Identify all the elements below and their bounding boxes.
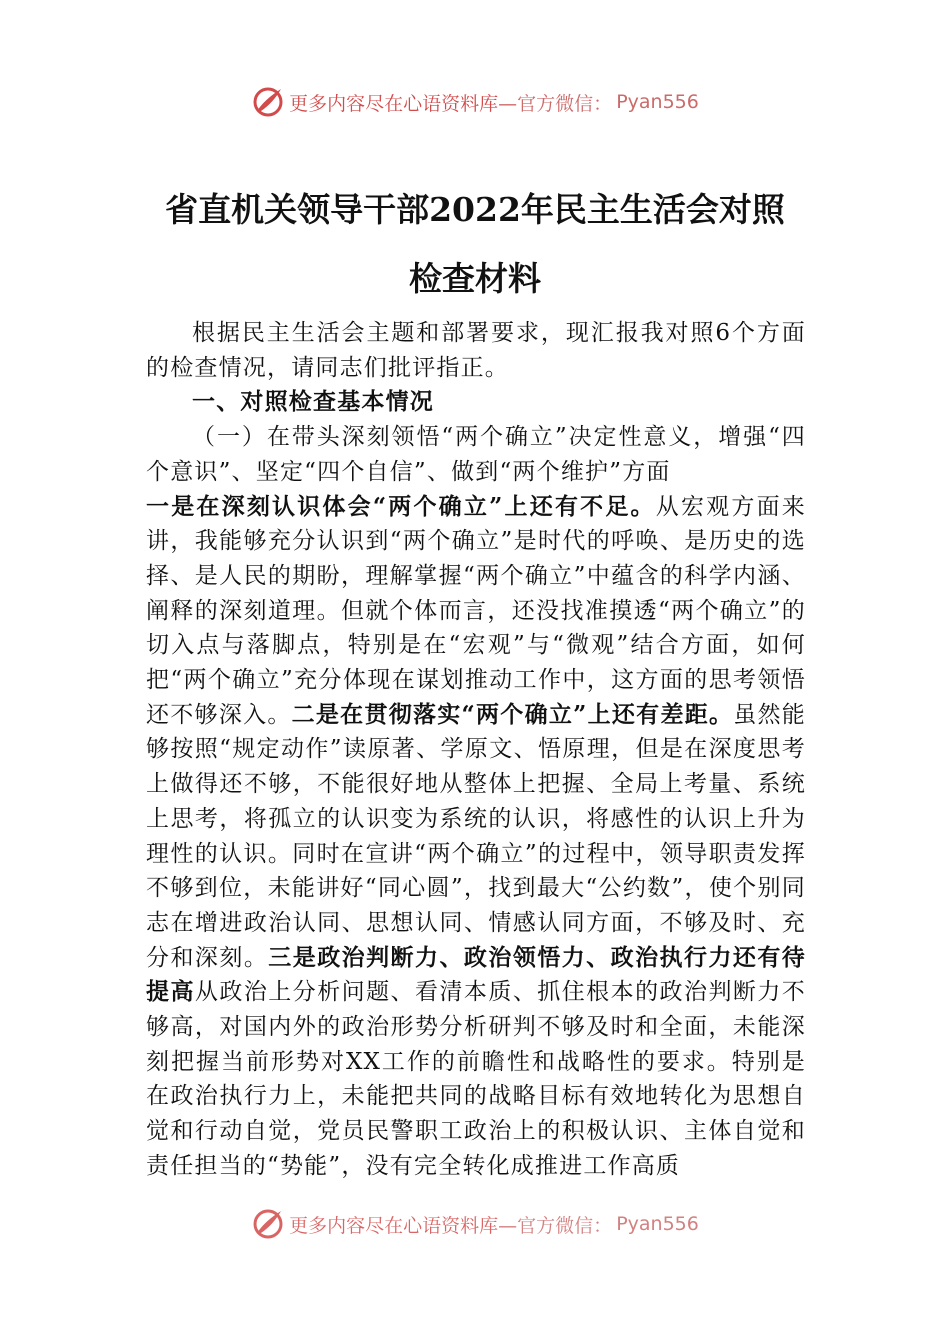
watermark-footer: [0, 1204, 950, 1244]
point3-text: 从政治上分析问题、看清本质、抓住根本的政治判断力不够高，对国内外的政治形势分析研判不够及时和全面，未能深刻把握当前形势对XX工作的前瞻性和战略性的要求。特别是在政治执行力上，未能把共同的战略目标有效地转化为思想自觉和行动自觉，党员民警职工政治上的积极认识、主体自觉和责任担当的“势能”，没有完全转化成推进工作高质: [146, 979, 807, 1179]
point1-text: 从宏观方面来讲，我能够充分认识到“两个确立”是时代的呼唤、是历史的选择、是人民的期盼，理解掌握“两个确立”中蕴含的科学内涵、阐释的深刻道理。但就个体而言，还没找准摸透“两个确立”的切入点与落脚点，特别是在“宏观”与“微观”结合方面，如何把“两个确立”充分体现在谋划推动工作中，这方面的思考领悟还不够深入。: [146, 493, 806, 728]
document-title-line2: 检查材料: [409, 259, 541, 298]
quill-logo-icon: [251, 1207, 285, 1241]
subsection-heading: （一）在带头深刻领悟“两个确立”决定性意义，增强“四个意识”、坚定“四个自信”、做到“两个维护”方面: [146, 424, 806, 485]
document-body: [146, 316, 806, 1184]
document-title-line1: 省直机关领导干部2022年民主生活会对照: [165, 190, 785, 229]
watermark-main-text: 更多内容尽在心语资料库: [289, 92, 499, 115]
point3-heading: 三是政治判断力、政治领悟力、政治执行力还有待提高: [146, 943, 807, 1006]
findings-paragraph: [146, 490, 806, 1184]
watermark-side-text: —官方微信：: [498, 1214, 613, 1237]
section-heading: 一、对照检查基本情况: [192, 388, 434, 416]
watermark-header: [0, 82, 950, 122]
watermark-main-text: 更多内容尽在心语资料库: [289, 1214, 499, 1237]
point1-heading: 一是在深刻认识体会“两个确立”上还有不足。: [146, 492, 656, 520]
watermark-wechat-id: Pyan556: [616, 91, 699, 113]
quill-logo-icon: [251, 85, 285, 119]
watermark-wechat-id: Pyan556: [616, 1213, 699, 1235]
point2-text: 虽然能够按照“规定动作”读原著、学原文、悟原理，但是在深度思考上做得还不够，不能很好地从整体上把握、全局上考量、系统上思考，将孤立的认识变为系统的认识，将感性的认识上升为理性的认识。同时在宣讲“两个确立”的过程中，领导职责发挥不够到位，未能讲好“同心圆”，找到最大“公约数”，使个别同志在增进政治认同、思想认同、情感认同方面，不够及时、充分和深刻。: [146, 701, 807, 971]
intro-paragraph: 根据民主生活会主题和部署要求，现汇报我对照6个方面的检查情况，请同志们批评指正。: [146, 320, 806, 381]
point2-heading: 二是在贯彻落实“两个确立”上还有差距。: [291, 700, 734, 728]
watermark-side-text: —官方微信：: [498, 92, 613, 115]
